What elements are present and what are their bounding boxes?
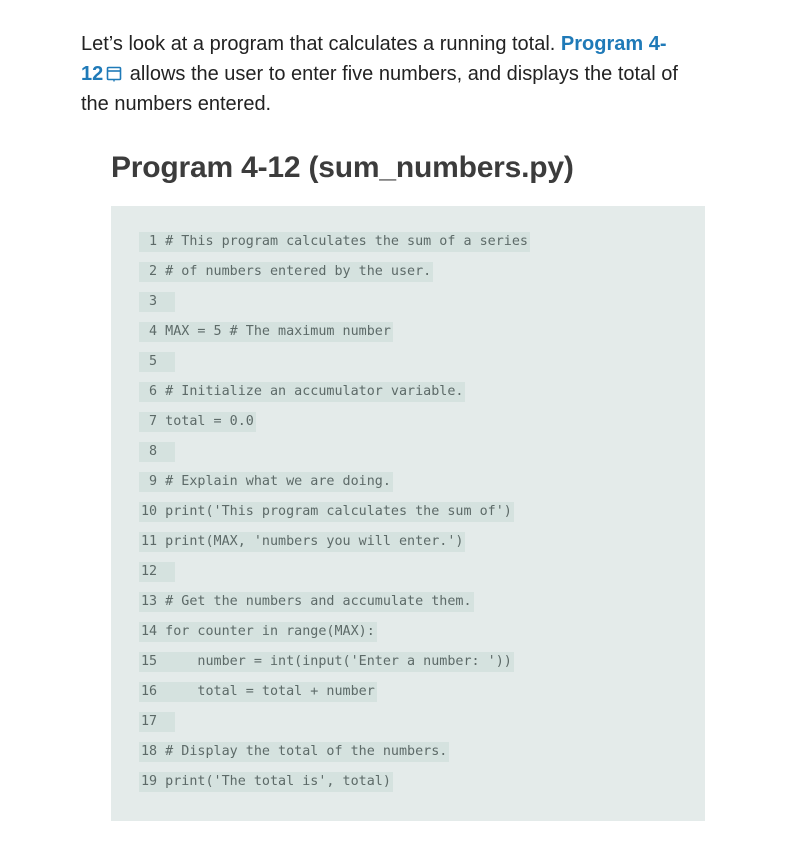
- code-line: [139, 442, 175, 462]
- code-text: total = 0.0: [157, 414, 254, 429]
- line-number: 10: [141, 504, 158, 519]
- code-line: [139, 382, 465, 402]
- line-number: 12: [141, 564, 158, 579]
- line-number: 3: [141, 294, 158, 309]
- code-line: [139, 652, 514, 672]
- code-text: number = int(input('Enter a number: ')): [157, 654, 512, 669]
- code-line: [139, 472, 393, 492]
- line-number: 15: [141, 654, 158, 669]
- line-number: 11: [141, 534, 158, 549]
- code-listing: [111, 206, 705, 821]
- line-number: 2: [141, 264, 158, 279]
- code-line: [139, 772, 393, 792]
- code-line: [139, 352, 175, 372]
- intro-text-mid: allows the user to enter five numbers, and displays the total of: [124, 63, 678, 85]
- line-number: 16: [141, 684, 158, 699]
- code-text: # Display the total of the numbers.: [157, 744, 448, 759]
- code-text: print(MAX, 'numbers you will enter.'): [157, 534, 464, 549]
- code-text: for counter in range(MAX):: [157, 624, 375, 639]
- code-text: # of numbers entered by the user.: [157, 264, 432, 279]
- code-line: [139, 262, 433, 282]
- code-line: [139, 622, 377, 642]
- line-number: 6: [141, 384, 158, 399]
- code-text: total = total + number: [157, 684, 375, 699]
- line-number: 19: [141, 774, 158, 789]
- line-number: 14: [141, 624, 158, 639]
- code-line: [139, 742, 449, 762]
- program-link[interactable]: Program 4-: [560, 33, 667, 55]
- code-text: # Explain what we are doing.: [157, 474, 391, 489]
- line-number: 18: [141, 744, 158, 759]
- intro-text-start: Let’s look at a program that calculates a running total.: [81, 33, 561, 55]
- code-text: # Initialize an accumulator variable.: [157, 384, 464, 399]
- line-number: 1: [141, 234, 158, 249]
- code-line: [139, 532, 465, 552]
- code-text: print('The total is', total): [157, 774, 391, 789]
- code-line: [139, 322, 393, 342]
- program-link-cont[interactable]: 12: [81, 63, 104, 85]
- code-line: [139, 592, 474, 612]
- intro-text-end: the numbers entered.: [81, 93, 272, 115]
- line-number: 13: [141, 594, 158, 609]
- line-number: 5: [141, 354, 158, 369]
- line-number: 7: [141, 414, 158, 429]
- program-title: Program 4-12 (sum_numbers.py): [111, 151, 574, 184]
- code-line: [139, 712, 175, 732]
- code-line: [139, 232, 530, 252]
- line-number: 4: [141, 324, 158, 339]
- code-text: # Get the numbers and accumulate them.: [157, 594, 472, 609]
- line-number: 17: [141, 714, 158, 729]
- intro-paragraph: [81, 29, 721, 119]
- code-line: [139, 502, 514, 522]
- line-number: 9: [141, 474, 158, 489]
- line-number: 8: [141, 444, 158, 459]
- code-text: MAX = 5 # The maximum number: [157, 324, 391, 339]
- code-line: [139, 682, 377, 702]
- code-text: # This program calculates the sum of a series: [157, 234, 528, 249]
- code-line: [139, 412, 256, 432]
- window-icon[interactable]: [106, 66, 122, 82]
- code-line: [139, 292, 175, 312]
- code-text: print('This program calculates the sum of'): [157, 504, 512, 519]
- code-line: [139, 562, 175, 582]
